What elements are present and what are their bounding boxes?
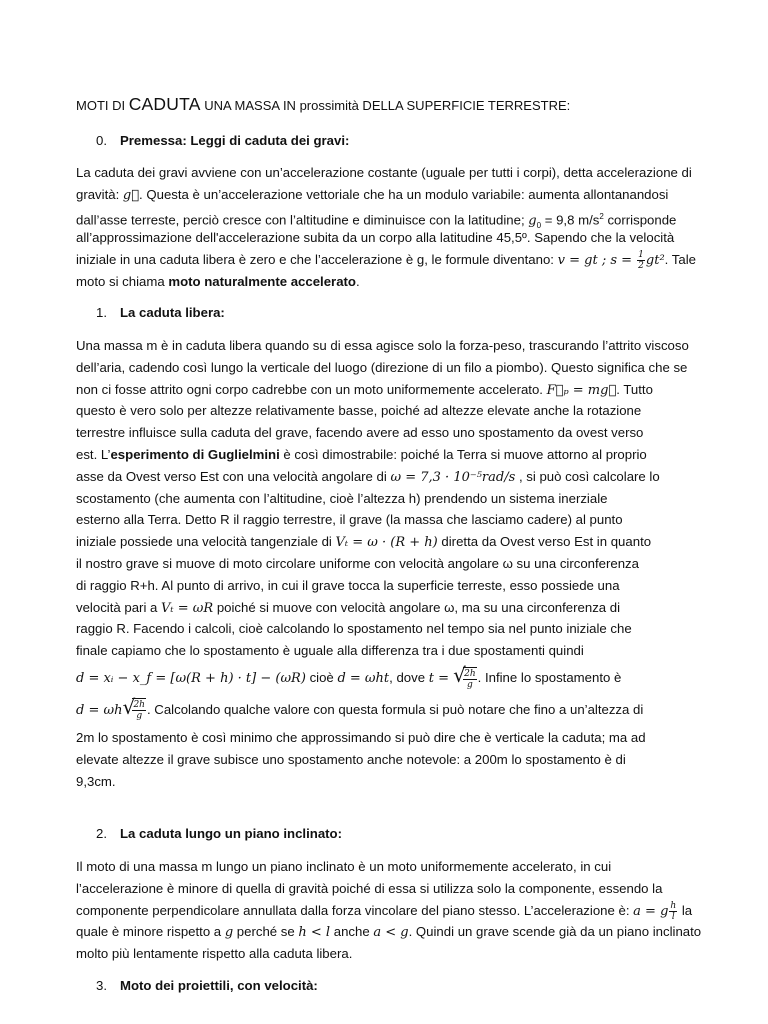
text-line: Una massa m è in caduta libera quando su di essa agisce solo la forza-peso, trascurando l’attrito viscoso: [76, 338, 689, 353]
text-line: Il moto di una massa m lungo un piano inclinato è un moto uniformemente accelerato, in cui: [76, 859, 612, 874]
text-line: d = ωh √ $\frac{2h}{g}$ . Calcolando qualche valore con questa formula si può notare che fino a un’altezza di: [76, 693, 692, 727]
section-heading-3: [96, 976, 318, 996]
math-inline: d = xᵢ − x_f = [ω(R + h) · t] − (ωR): [76, 670, 306, 686]
page-title: [76, 92, 570, 118]
fraction: $\frac{1}{2}$: [638, 250, 644, 272]
text-line: di raggio R+h. Al punto di arrivo, in cui il grave tocca la superficie terreste, esso possiede una: [76, 577, 620, 593]
text-line: all’approssimazione dell'accelerazione subita da un corpo alla latitudine 45,5º. Sapendo che la velocità: [76, 230, 675, 246]
math-inline: g: [224, 925, 234, 941]
text-line: scostamento (che aumenta con l’altitudine, cioè l’altezza h) prendendo un sistema inerziale: [76, 490, 608, 506]
square-root: √ $\frac{2h}{g}$: [122, 695, 145, 722]
math-inline: h < l: [298, 925, 331, 941]
text-line: terrestre influisce sulla caduta del grave, facendo avere ad esso uno spostamento da ovest verso: [76, 425, 644, 441]
math-inline: F⃗ₚ = mg⃗: [546, 382, 617, 398]
math-inline: g⃗: [122, 187, 140, 203]
section-heading-2: [96, 824, 342, 844]
paragraph-caduta-libera: [76, 335, 692, 792]
math-inline: Vₜ = ωR: [161, 600, 214, 616]
text-line: iniziale possiede una velocità tangenziale di Vₜ = ω · (R + h) diretta da Ovest verso Est in quanto: [76, 534, 652, 551]
text-line: asse da Ovest verso Est con una velocità angolare di ω = 7,3 · 10⁻⁵rad/s , si può così calcolare lo: [76, 468, 660, 485]
text-line: gravità: g⃗. Questa è un’accelerazione vettoriale che ha un modulo variabile: aumenta allontanandosi: [76, 186, 669, 203]
math-inline: d = ωht: [337, 670, 390, 686]
section-number: 0.: [96, 133, 107, 148]
text-line: moto si chiama moto naturalmente accelerato.: [76, 273, 360, 289]
math-inline: ω = 7,3 · 10⁻⁵rad/s: [390, 469, 516, 485]
math-inline: a < g: [373, 925, 409, 941]
math-inline: a = g: [633, 903, 669, 919]
text-line: raggio R. Facendo i calcoli, cioè calcolando lo spostamento nel tempo sia nel punto iniziale che: [76, 621, 632, 637]
text-line: dall’asse terreste, perciò cresce con l’altitudine e diminuisce con la latitudine; $g_0 = 9,8$ $m/s^2$ corrisponde: [76, 211, 677, 230]
text-line: est. L’esperimento di Guglielmini è così dimostrabile: poiché la Terra si muove attorno al proprio: [76, 446, 647, 462]
text-line: l’accelerazione è minore di quella di gravità poiché di essa si utilizza solo la componente, essendo la: [76, 880, 663, 896]
section-number: 3.: [96, 978, 107, 993]
text-line: finale capiamo che lo spostamento è uguale alla differenza tra i due spostamenti quindi: [76, 643, 584, 659]
section-title: La caduta libera:: [120, 305, 225, 320]
square-root: √ $\frac{2h}{g}$: [453, 662, 476, 690]
text-line: d = xᵢ − x_f = [ω(R + h) · t] − (ωR) cioè d = ωht, dove t = √ $\frac{2h}{g}$ . Infine lo spostamento è: [76, 662, 692, 693]
math-inline: Vₜ = ω · (R + h): [335, 535, 438, 551]
text-line: questo è vero solo per altezze relativamente basse, poiché ad altezze elevate anche la rotazione: [76, 403, 642, 419]
math-inline: gt²: [645, 253, 665, 269]
paragraph-piano-inclinato: [76, 856, 702, 965]
fraction: $\frac{h}{l}$: [670, 900, 677, 922]
text-line: elevate altezze il grave subisce uno spostamento anche notevole: a 200m lo spostamento è di: [76, 751, 626, 767]
math-inline: t =: [428, 670, 454, 686]
text-line: quale è minore rispetto a g perché se h < l anche a < g. Quindi un grave scende già da un piano inclinato: [76, 924, 702, 941]
text-line: molto più lentamente rispetto alla caduta libera.: [76, 946, 353, 962]
text-line: dell’aria, cadendo così lungo la verticale del luogo (direzione di un filo a piombo). Questo significa che se: [76, 359, 688, 375]
title-part: UNA MASSA IN: [200, 98, 300, 113]
title-part: prossimità: [299, 98, 359, 113]
section-title: La caduta lungo un piano inclinato:: [120, 826, 342, 841]
section-title: Premessa: Leggi di caduta dei gravi:: [120, 133, 350, 148]
text-line: 2m lo spostamento è così minimo che approssimando si può dire che è verticale la caduta; ma ad: [76, 729, 646, 745]
math-inline: v = gt ; s =: [557, 253, 637, 269]
section-title: Moto dei proiettili, con velocità:: [120, 978, 318, 993]
text-line: componente perpendicolare annullata dalla forza vincolare del piano stesso. L’accelerazione è: a = g $\frac{h}{l}$ la: [76, 900, 693, 922]
title-part: MOTI DI: [76, 98, 129, 113]
math-inline: g: [528, 212, 537, 228]
section-heading-1: [96, 303, 225, 323]
section-heading-0: [96, 131, 349, 151]
text-line: non ci fosse attrito ogni corpo cadrebbe con un moto uniformemente accelerato. F⃗ₚ = mg⃗. Tutto: [76, 381, 653, 398]
text-line: esterno alla Terra. Detto R il raggio terrestre, il grave (la massa che lasciamo cadere) al punto: [76, 512, 623, 528]
paragraph-premessa: [76, 162, 696, 293]
text-line: La caduta dei gravi avviene con un’accelerazione costante (uguale per tutti i corpi), detta accelerazione di: [76, 165, 692, 180]
title-part: CADUTA: [128, 94, 201, 114]
text-line: iniziale in una caduta libera è zero e che l’accelerazione è g, le formule diventano: v = gt ; s = $\frac{1}{2}$ gt². Tale: [76, 250, 696, 272]
text-line: 9,3cm.: [76, 773, 116, 789]
math-inline: d = ωh: [76, 702, 123, 718]
section-number: 1.: [96, 305, 107, 320]
section-number: 2.: [96, 826, 107, 841]
text-line: velocità pari a Vₜ = ωR poiché si muove con velocità angolare ω, ma su una circonferenza di: [76, 599, 621, 616]
title-part: DELLA SUPERFICIE TERRESTRE:: [358, 98, 571, 113]
text-line: il nostro grave si muove di moto circolare uniforme con velocità angolare ω su una circonferenza: [76, 555, 639, 571]
